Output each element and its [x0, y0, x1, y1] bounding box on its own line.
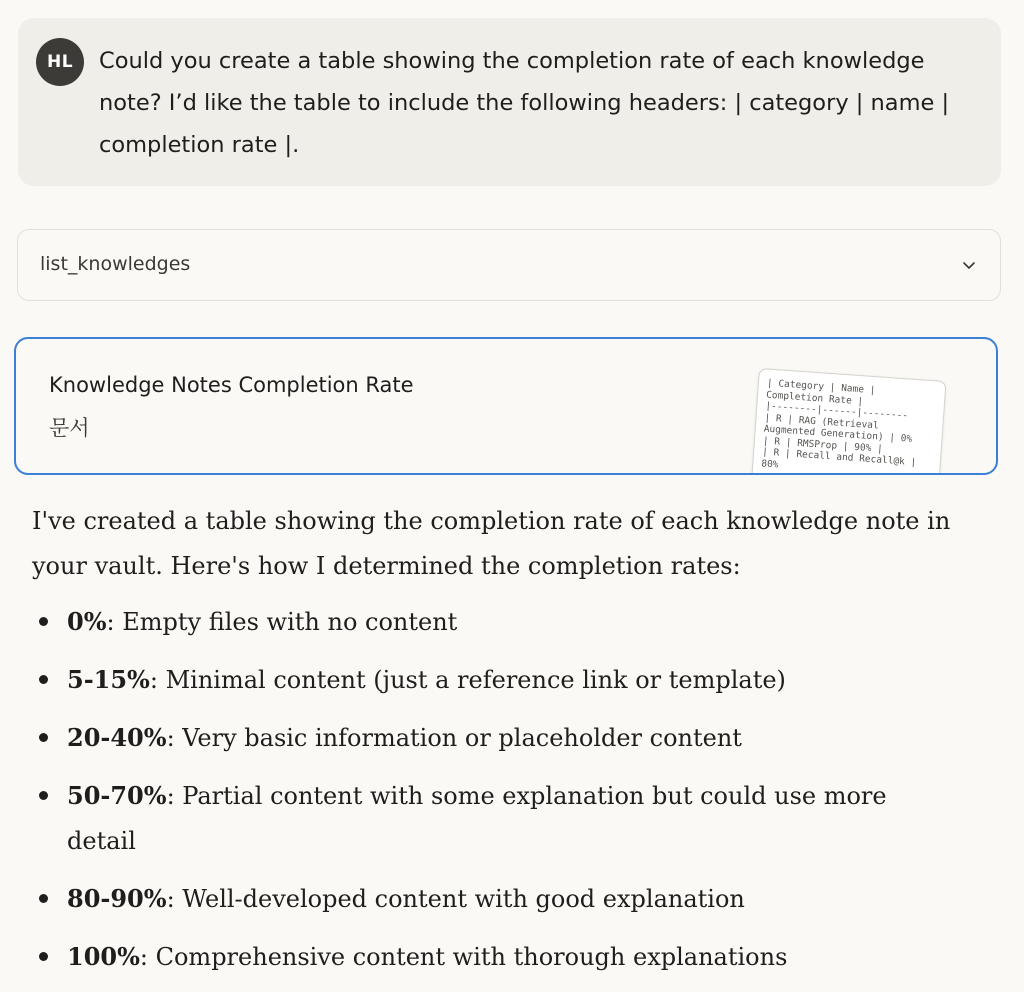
response-intro: I've created a table showing the completion rate of each knowledge note in your vault. Here's how I determined the completion rates:	[32, 507, 951, 580]
rate-label: 5-15%	[67, 665, 150, 694]
rate-label: 20-40%	[67, 723, 167, 752]
user-message-text: Could you create a table showing the completion rate of each knowledge note? I’d like the table to include the following headers: | category | name | completion rate |.	[99, 48, 950, 158]
bullet-icon	[39, 617, 48, 626]
rate-label: 50-70%	[67, 781, 167, 810]
rate-description: : Empty files with no content	[106, 608, 458, 636]
avatar: HL	[36, 38, 84, 86]
list-item	[32, 715, 957, 761]
bullet-icon	[39, 733, 48, 742]
artifact-title: Knowledge Notes Completion Rate	[49, 373, 414, 397]
rate-description: : Well-developed content with good explanation	[166, 885, 745, 913]
completion-rate-list	[32, 599, 992, 980]
rate-description: : Partial content with some explanation but could use more detail	[67, 782, 887, 855]
user-message	[18, 18, 1001, 186]
assistant-response	[32, 499, 992, 992]
tool-call-name: list_knowledges	[40, 253, 191, 275]
list-item	[32, 657, 957, 703]
list-item	[32, 876, 957, 922]
artifact-preview-thumbnail	[749, 368, 946, 475]
rate-label: 0%	[67, 607, 107, 636]
rate-label: 100%	[67, 942, 140, 971]
chevron-down-icon[interactable]	[960, 256, 978, 274]
list-item	[32, 773, 957, 864]
rate-description: : Minimal content (just a reference link or template)	[149, 666, 786, 694]
artifact-type: 문서	[49, 416, 90, 440]
bullet-icon	[39, 791, 48, 800]
list-item	[32, 599, 957, 645]
artifact-preview-text: | Category | Name | Completion Rate | |--------|------|-------- | R | RAG (Retrieval Augmented Generation) | 0% | R | RMSProp | 90% | | R | Recall and Recall@k | 80%	[760, 377, 917, 471]
rate-label: 80-90%	[67, 884, 167, 913]
list-item	[32, 934, 957, 980]
bullet-icon	[39, 894, 48, 903]
bullet-icon	[39, 952, 48, 961]
rate-description: : Comprehensive content with thorough explanations	[139, 943, 788, 971]
bullet-icon	[39, 675, 48, 684]
artifact-card[interactable]	[14, 337, 998, 475]
rate-description: : Very basic information or placeholder content	[166, 724, 742, 752]
tool-call-list-knowledges[interactable]	[17, 229, 1001, 301]
